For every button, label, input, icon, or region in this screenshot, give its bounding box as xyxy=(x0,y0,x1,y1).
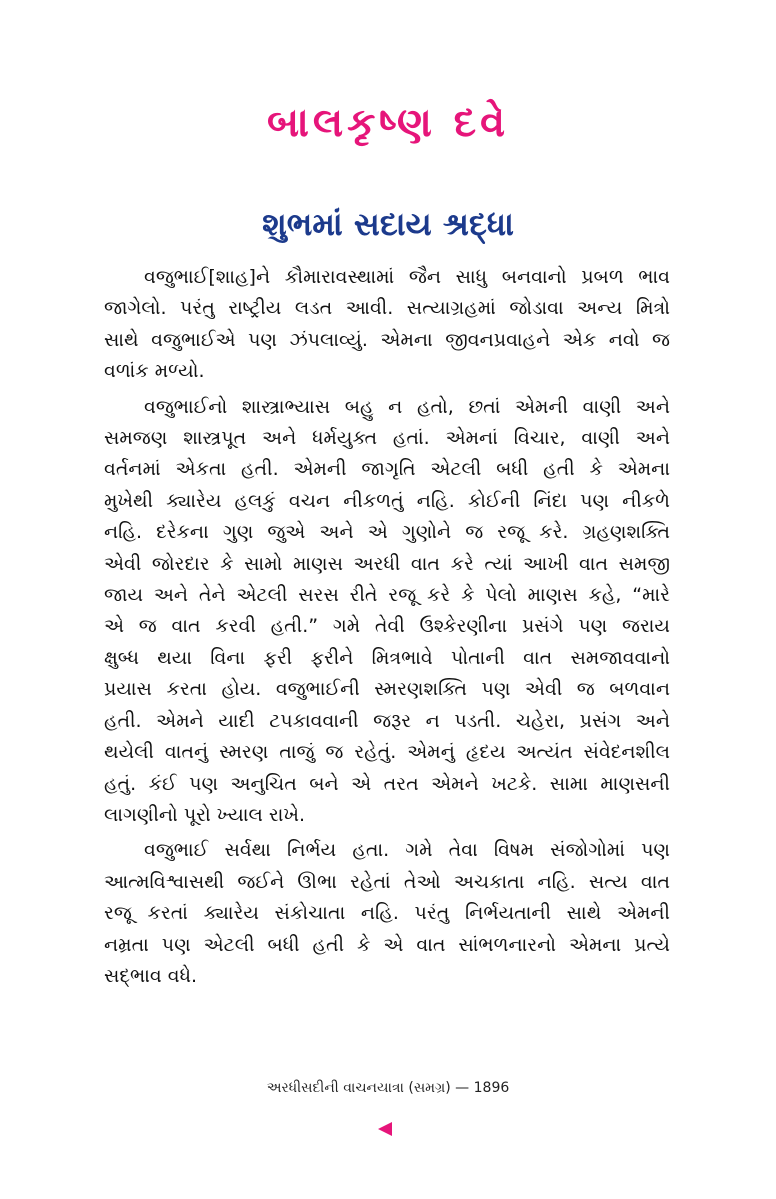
paragraph-1 xyxy=(104,262,670,388)
text-line: એવી જોરદાર કે સામો માણસ અરધી વાત કરે ત્યાં આખી વાત સમજી xyxy=(104,552,670,575)
text-line: જાય અને તેને એટલી સરસ રીતે રજૂ કરે કે પેલો માણસ કહે, “મારે xyxy=(104,584,670,607)
text-line: મુખેથી ક્યારેય હલકું વચન નીકળતું નહિ. કોઈની નિંદા પણ નીકળે xyxy=(104,489,670,512)
article-title: શુભમાં સદાય શ્રદ્ધા xyxy=(262,205,514,243)
text-line: પ્રયાસ કરતા હોય. વજુભાઈની સ્મરણશક્તિ પણ એવી જ બળવાન xyxy=(104,678,670,701)
text-line: લાગણીનો પૂરો ખ્યાલ રાખે. xyxy=(104,803,306,826)
text-line: વજુભાઈ[શાહ]ને કૌમારાવસ્થામાં જૈન સાધુ બનવાનો પ્રબળ ભાવ xyxy=(144,266,670,288)
text-line: રજૂ કરતાં ક્યારેય સંકોચાતા નહિ. પરંતુ નિર્ભયતાની સાથે એમની xyxy=(104,902,670,925)
text-line: વળાંક મળ્યો. xyxy=(104,360,205,383)
article-body xyxy=(104,262,670,996)
text-line: નહિ. દરેકના ગુણ જુએ અને એ ગુણોને જ રજૂ કરે. ગ્રહણશક્તિ xyxy=(104,521,670,544)
text-line: એ જ વાત કરવી હતી.” ગમે તેવી ઉશ્કેરણીના પ્રસંગે પણ જરાય xyxy=(104,615,670,638)
text-line: વર્તનમાં એકતા હતી. એમની જાગૃતિ એટલી બધી હતી કે એમના xyxy=(104,458,670,481)
text-line: હતી. એમને યાદી ટપકાવવાની જરૂર ન પડતી. ચહેરા, પ્રસંગ અને xyxy=(104,709,670,732)
paragraph-3 xyxy=(104,835,670,992)
paragraph-2 xyxy=(104,392,670,832)
text-line: નમ્રતા પણ એટલી બધી હતી કે એ વાત સાંભળનારનો એમના પ્રત્યે xyxy=(104,933,670,956)
text-line: સમજણ શાસ્ત્રપૂત અને ધર્મયુક્ત હતાં. એમનાં વિચાર, વાણી અને xyxy=(104,427,670,450)
author-name: બાલકૃષ્ણ દવે xyxy=(266,100,510,146)
text-line: હતું. કંઈ પણ અનુચિત બને એ તરત એમને ખટકે. સામા માણસની xyxy=(104,772,670,795)
text-line: જાગેલો. પરંતુ રાષ્ટ્રીય લડત આવી. સત્યાગ્રહમાં જોડાવા અન્ય મિત્રો xyxy=(104,297,670,320)
left-arrow-icon[interactable] xyxy=(378,1122,392,1136)
text-line: સદ્ભાવ વધે. xyxy=(104,964,198,987)
text-line: સાથે વજુભાઈએ પણ ઝંપલાવ્યું. એમના જીવનપ્રવાહને એક નવો જ xyxy=(104,328,670,351)
text-line: વજુભાઈ સર્વથા નિર્ભય હતા. ગમે તેવા વિષમ સંજોગોમાં પણ xyxy=(144,839,670,862)
text-line: વજુભાઈનો શાસ્ત્રાભ્યાસ બહુ ન હતો, છતાં એમની વાણી અને xyxy=(144,395,670,418)
text-line: ક્ષુબ્ધ થયા વિના ફરી ફરીને મિત્રભાવે પોતાની વાત સમજાવવાનો xyxy=(104,646,670,669)
page-footer: અરધીસદીની વાચનયાત્રા (સમગ્ર) — 1896 xyxy=(266,1080,510,1096)
text-line: આત્મવિશ્વાસથી જઈને ઊભા રહેતાં તેઓ અચકાતા નહિ. સત્ય વાત xyxy=(104,870,670,893)
text-line: થયેલી વાતનું સ્મરણ તાજું જ રહેતું. એમનું હૃદય અત્યંત સંવેદનશીલ xyxy=(104,741,670,764)
